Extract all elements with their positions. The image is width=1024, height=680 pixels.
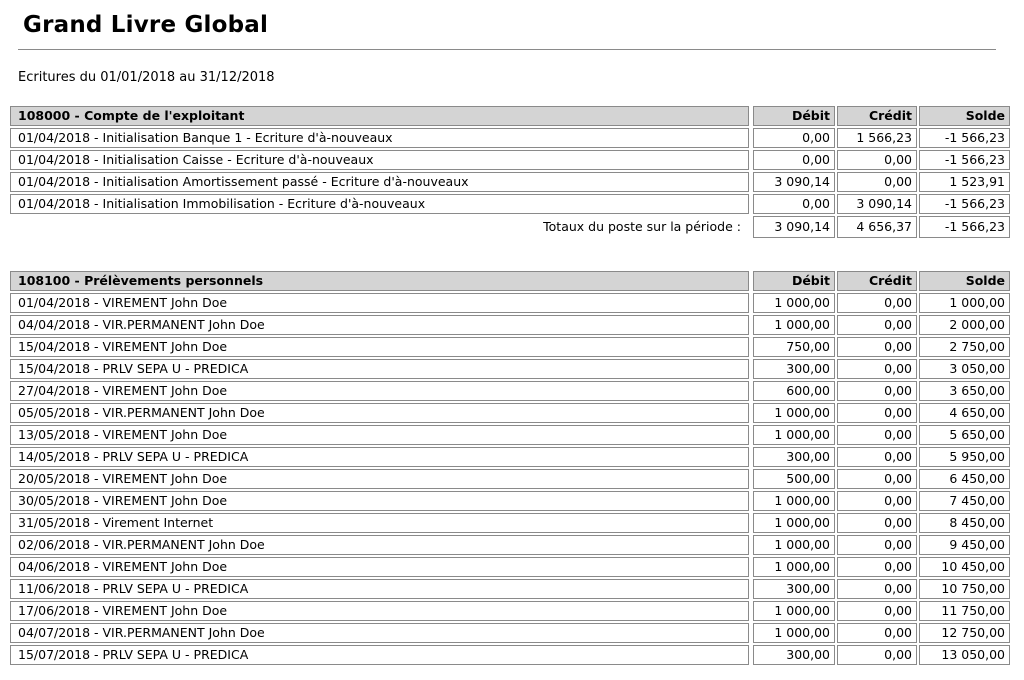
- entry-credit: 0,00: [837, 172, 917, 192]
- entry-solde: 2 750,00: [919, 337, 1010, 357]
- table-row: [10, 194, 1010, 214]
- report-page: [0, 12, 1024, 665]
- entry-debit: 1 000,00: [753, 557, 835, 577]
- entry-debit: 1 000,00: [753, 293, 835, 313]
- entry-debit: 1 000,00: [753, 601, 835, 621]
- entry-debit: 1 000,00: [753, 623, 835, 643]
- table-row: [10, 491, 1010, 511]
- totals-debit: 3 090,14: [753, 216, 835, 238]
- entry-credit: 0,00: [837, 425, 917, 445]
- entry-debit: 300,00: [753, 579, 835, 599]
- table-row: [10, 381, 1010, 401]
- totals-solde: -1 566,23: [919, 216, 1010, 238]
- entry-label: 15/07/2018 - PRLV SEPA U - PREDICA: [10, 645, 749, 665]
- table-row: [10, 172, 1010, 192]
- entry-solde: 13 050,00: [919, 645, 1010, 665]
- section-header-row: [10, 271, 1010, 291]
- entry-debit: 1 000,00: [753, 425, 835, 445]
- entry-solde: 8 450,00: [919, 513, 1010, 533]
- entry-credit: 0,00: [837, 623, 917, 643]
- entry-credit: 0,00: [837, 293, 917, 313]
- ledger-section: [10, 271, 1010, 665]
- entry-label: 27/04/2018 - VIREMENT John Doe: [10, 381, 749, 401]
- totals-credit: 4 656,37: [837, 216, 917, 238]
- table-row: [10, 128, 1010, 148]
- entry-label: 01/04/2018 - Initialisation Amortissement passé - Ecriture d'à-nouveaux: [10, 172, 749, 192]
- table-row: [10, 535, 1010, 555]
- entry-credit: 0,00: [837, 557, 917, 577]
- entry-solde: 2 000,00: [919, 315, 1010, 335]
- table-row: [10, 359, 1010, 379]
- totals-label: Totaux du poste sur la période :: [543, 219, 741, 234]
- entry-debit: 1 000,00: [753, 403, 835, 423]
- section-title: 108100 - Prélèvements personnels: [10, 271, 749, 291]
- entry-credit: 0,00: [837, 469, 917, 489]
- entry-solde: 5 950,00: [919, 447, 1010, 467]
- column-header-debit: Débit: [753, 106, 835, 126]
- section-title: 108000 - Compte de l'exploitant: [10, 106, 749, 126]
- table-row: [10, 293, 1010, 313]
- entry-solde: -1 566,23: [919, 194, 1010, 214]
- table-row: [10, 447, 1010, 467]
- entry-credit: 1 566,23: [837, 128, 917, 148]
- title-divider: [18, 49, 996, 50]
- entry-debit: 750,00: [753, 337, 835, 357]
- entry-debit: 1 000,00: [753, 513, 835, 533]
- entry-solde: 6 450,00: [919, 469, 1010, 489]
- entry-label: 02/06/2018 - VIR.PERMANENT John Doe: [10, 535, 749, 555]
- entry-debit: 1 000,00: [753, 315, 835, 335]
- entry-credit: 0,00: [837, 337, 917, 357]
- entry-label: 04/06/2018 - VIREMENT John Doe: [10, 557, 749, 577]
- entry-label: 01/04/2018 - Initialisation Banque 1 - Ecriture d'à-nouveaux: [10, 128, 749, 148]
- entry-debit: 500,00: [753, 469, 835, 489]
- totals-row: [10, 216, 1010, 238]
- table-row: [10, 579, 1010, 599]
- entry-credit: 0,00: [837, 381, 917, 401]
- entry-solde: 1 000,00: [919, 293, 1010, 313]
- entry-debit: 3 090,14: [753, 172, 835, 192]
- entry-solde: 12 750,00: [919, 623, 1010, 643]
- entry-solde: 10 450,00: [919, 557, 1010, 577]
- table-row: [10, 469, 1010, 489]
- entry-label: 14/05/2018 - PRLV SEPA U - PREDICA: [10, 447, 749, 467]
- entry-debit: 300,00: [753, 359, 835, 379]
- table-row: [10, 425, 1010, 445]
- table-row: [10, 513, 1010, 533]
- column-header-solde: Solde: [919, 106, 1010, 126]
- table-row: [10, 623, 1010, 643]
- table-row: [10, 403, 1010, 423]
- entry-credit: 0,00: [837, 315, 917, 335]
- entry-label: 30/05/2018 - VIREMENT John Doe: [10, 491, 749, 511]
- page-title: Grand Livre Global: [23, 12, 269, 38]
- entry-label: 04/07/2018 - VIR.PERMANENT John Doe: [10, 623, 749, 643]
- report-period: Ecritures du 01/01/2018 au 31/12/2018: [18, 70, 275, 85]
- entry-credit: 0,00: [837, 645, 917, 665]
- entry-credit: 0,00: [837, 447, 917, 467]
- column-header-solde: Solde: [919, 271, 1010, 291]
- entry-solde: 4 650,00: [919, 403, 1010, 423]
- entry-label: 01/04/2018 - VIREMENT John Doe: [10, 293, 749, 313]
- entry-credit: 0,00: [837, 579, 917, 599]
- entry-solde: 1 523,91: [919, 172, 1010, 192]
- entry-credit: 0,00: [837, 513, 917, 533]
- table-row: [10, 150, 1010, 170]
- entry-label: 15/04/2018 - PRLV SEPA U - PREDICA: [10, 359, 749, 379]
- entry-label: 11/06/2018 - PRLV SEPA U - PREDICA: [10, 579, 749, 599]
- entry-debit: 300,00: [753, 447, 835, 467]
- entry-label: 20/05/2018 - VIREMENT John Doe: [10, 469, 749, 489]
- entry-credit: 3 090,14: [837, 194, 917, 214]
- entry-debit: 0,00: [753, 150, 835, 170]
- column-header-credit: Crédit: [837, 271, 917, 291]
- entry-debit: 0,00: [753, 194, 835, 214]
- entry-credit: 0,00: [837, 150, 917, 170]
- section-header-row: [10, 106, 1010, 126]
- entry-label: 04/04/2018 - VIR.PERMANENT John Doe: [10, 315, 749, 335]
- entry-solde: 7 450,00: [919, 491, 1010, 511]
- entry-credit: 0,00: [837, 359, 917, 379]
- table-row: [10, 337, 1010, 357]
- entry-solde: 11 750,00: [919, 601, 1010, 621]
- entry-solde: 3 650,00: [919, 381, 1010, 401]
- entry-credit: 0,00: [837, 535, 917, 555]
- entry-label: 17/06/2018 - VIREMENT John Doe: [10, 601, 749, 621]
- entry-label: 01/04/2018 - Initialisation Immobilisation - Ecriture d'à-nouveaux: [10, 194, 749, 214]
- entry-solde: -1 566,23: [919, 128, 1010, 148]
- entry-solde: -1 566,23: [919, 150, 1010, 170]
- entry-label: 15/04/2018 - VIREMENT John Doe: [10, 337, 749, 357]
- entry-credit: 0,00: [837, 403, 917, 423]
- column-header-credit: Crédit: [837, 106, 917, 126]
- entry-debit: 0,00: [753, 128, 835, 148]
- entry-label: 05/05/2018 - VIR.PERMANENT John Doe: [10, 403, 749, 423]
- table-row: [10, 557, 1010, 577]
- table-row: [10, 645, 1010, 665]
- column-header-debit: Débit: [753, 271, 835, 291]
- entry-label: 31/05/2018 - Virement Internet: [10, 513, 749, 533]
- entry-debit: 1 000,00: [753, 491, 835, 511]
- entry-credit: 0,00: [837, 491, 917, 511]
- entry-label: 13/05/2018 - VIREMENT John Doe: [10, 425, 749, 445]
- table-row: [10, 315, 1010, 335]
- entry-solde: 10 750,00: [919, 579, 1010, 599]
- entry-debit: 600,00: [753, 381, 835, 401]
- entry-debit: 1 000,00: [753, 535, 835, 555]
- entry-debit: 300,00: [753, 645, 835, 665]
- ledger-sections: [10, 106, 1010, 665]
- ledger-section: [10, 106, 1010, 238]
- entry-solde: 5 650,00: [919, 425, 1010, 445]
- entry-credit: 0,00: [837, 601, 917, 621]
- entry-label: 01/04/2018 - Initialisation Caisse - Ecriture d'à-nouveaux: [10, 150, 749, 170]
- entry-solde: 3 050,00: [919, 359, 1010, 379]
- entry-solde: 9 450,00: [919, 535, 1010, 555]
- table-row: [10, 601, 1010, 621]
